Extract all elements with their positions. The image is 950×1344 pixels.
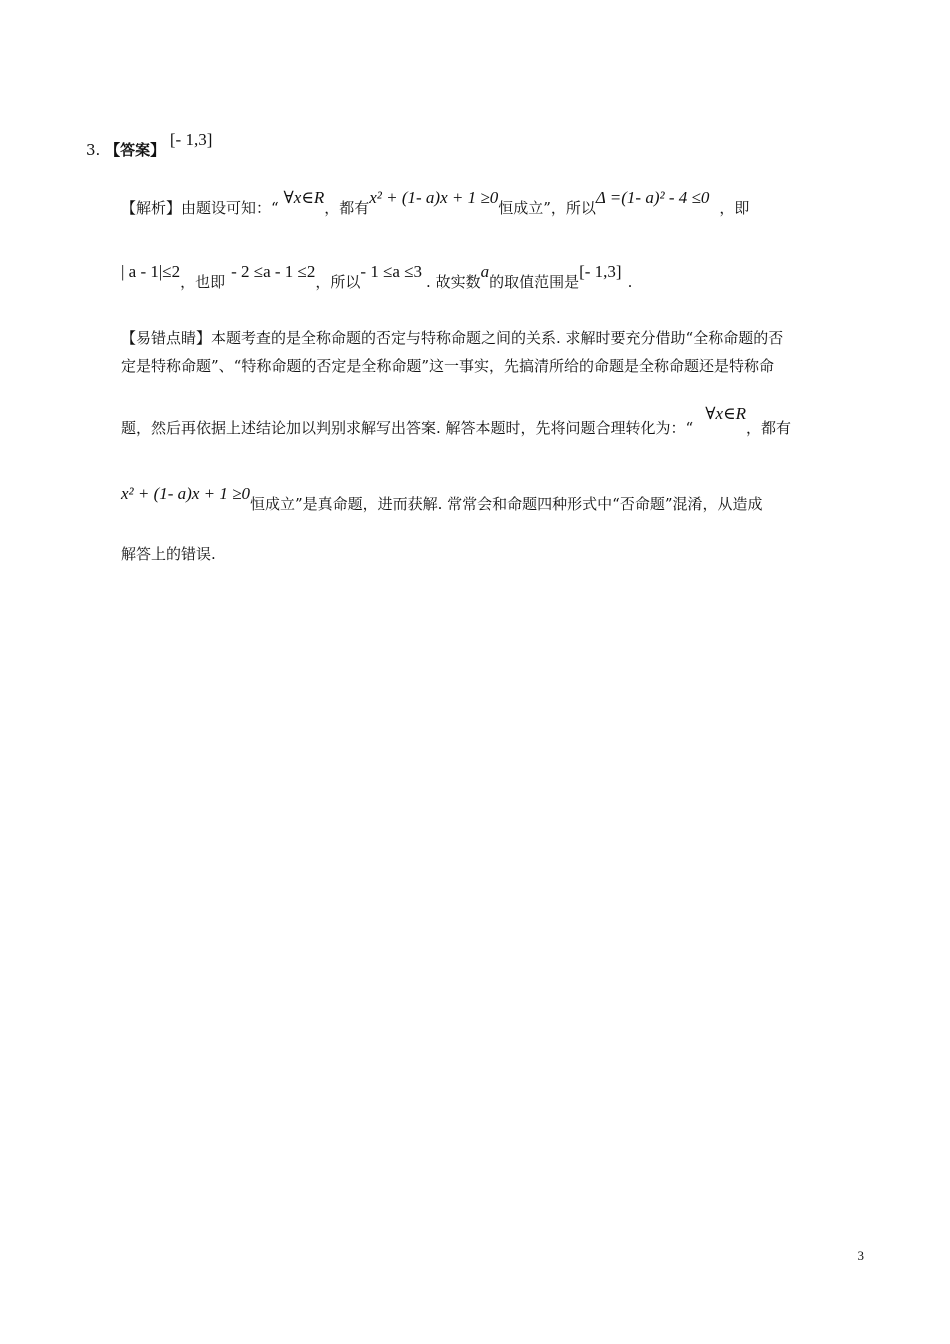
pitfall-text: 定是特称命题”、“特称命题的否定是全称命题”这一事实，先搞清所给的命题是全称命题还是特称命 bbox=[121, 357, 775, 375]
formula-discriminant: Δ =(1- a)² - 4 ≤0 bbox=[595, 188, 710, 207]
analysis-text: . bbox=[627, 273, 633, 291]
formula-forall: ∀x∈R bbox=[283, 188, 325, 207]
question-number: 3. bbox=[86, 141, 101, 159]
analysis-text: ，所以 bbox=[315, 273, 361, 291]
answer-tag: 【答案】 bbox=[105, 141, 166, 159]
formula-interval: [- 1,3] bbox=[579, 262, 622, 281]
formula-a: a bbox=[480, 262, 490, 281]
analysis-line-2 bbox=[121, 262, 633, 292]
pitfall-line-2 bbox=[121, 356, 774, 376]
analysis-text: ，都有 bbox=[324, 199, 370, 217]
analysis-tag: 【解析】 bbox=[121, 199, 182, 217]
analysis-line-1 bbox=[121, 188, 750, 218]
formula-inequality: x² + (1- a)x + 1 ≥0 bbox=[121, 484, 250, 503]
pitfall-text: 本题考查的是全称命题的否定与特称命题之间的关系. 求解时要充分借助“全称命题的否 bbox=[211, 329, 784, 347]
analysis-text: 由题设可知：“ bbox=[181, 199, 284, 217]
analysis-text: . 故实数 bbox=[426, 273, 481, 291]
pitfall-line-3 bbox=[121, 404, 792, 438]
pitfall-text: ，都有 bbox=[746, 419, 792, 437]
pitfall-tag: 【易错点睛】 bbox=[121, 329, 212, 347]
analysis-text: ，也即 bbox=[180, 273, 226, 291]
analysis-text: ，即 bbox=[719, 199, 750, 217]
formula-range-2: - 1 ≤a ≤3 bbox=[360, 262, 423, 281]
answer-line bbox=[86, 130, 213, 160]
formula-forall: ∀x∈R bbox=[705, 404, 746, 423]
pitfall-line-4 bbox=[121, 484, 763, 514]
page-number: 3 bbox=[857, 1248, 864, 1263]
analysis-text: 的取值范围是 bbox=[489, 273, 580, 291]
pitfall-text: 题，然后再依据上述结论加以判别求解写出答案. 解答本题时，先将问题合理转化为：“ bbox=[121, 419, 694, 437]
analysis-text: 恒成立”，所以 bbox=[498, 199, 596, 217]
pitfall-line-5 bbox=[121, 544, 216, 564]
pitfall-line-1 bbox=[121, 328, 783, 348]
pitfall-text: 恒成立”是真命题，进而获解. 常常会和命题四种形式中“否命题”混淆，从造成 bbox=[249, 495, 763, 513]
pitfall-text: 解答上的错误. bbox=[121, 545, 216, 563]
formula-abs: | a - 1|≤2 bbox=[121, 262, 181, 281]
answer-value: [- 1,3] bbox=[169, 130, 213, 149]
formula-range-1: - 2 ≤a - 1 ≤2 bbox=[231, 262, 316, 281]
formula-inequality: x² + (1- a)x + 1 ≥0 bbox=[369, 188, 499, 207]
